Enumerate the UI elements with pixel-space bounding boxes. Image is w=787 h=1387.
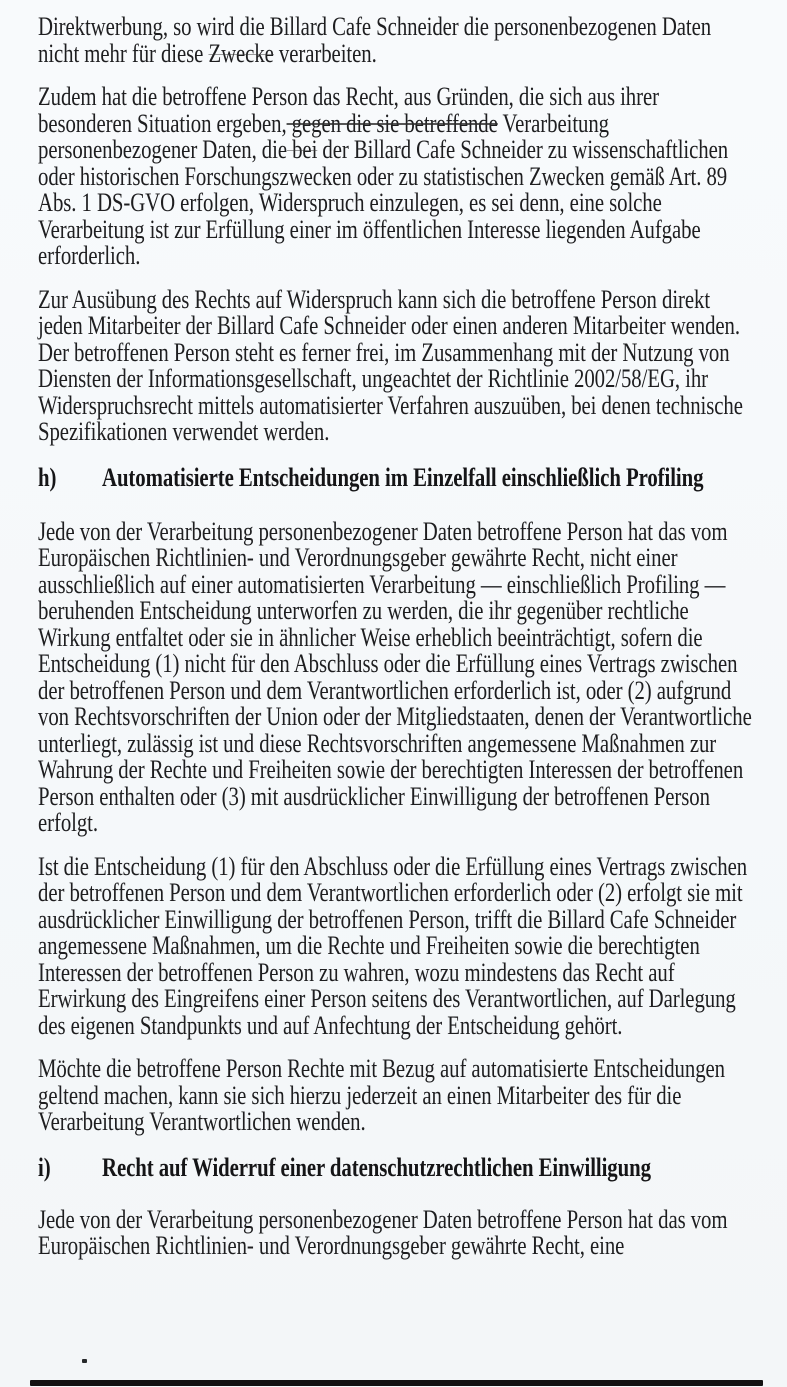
text-segment: Zudem hat die betroffene Person das Recht, aus Gründen, die sich aus ihrer besonderen Situation ergeben, — [38, 82, 659, 138]
struck-text: gegen die sie betreffende — [286, 108, 498, 138]
paragraph-automated-decisions-measures: Ist die Entscheidung (1) für den Abschluss oder die Erfüllung eines Vertrags zwischen der betroffenen Person und dem Verantwortlichen erforderlich oder (2) erfolgt sie mit ausdrücklicher Einwilligung der betroffenen Person, trifft die Billard Cafe Schneider angemessene Maßnahmen, um die Rechte und Freiheiten sowie die berechtigten Interessen der betroffenen Person zu wahren, wozu mindestens das Recht auf Erwirkung des Eingreifens einer Person seitens des Verantwortlichen, auf Darlegung des eigenen Standpunkts und auf Anfechtung der Entscheidung gehört. — [38, 851, 748, 1040]
paragraph-automated-decisions-right: Jede von der Verarbeitung personenbezogener Daten betroffene Person hat das vom Europäischen Richtlinien- und Verordnungsgeber gewährte Recht, nicht einer ausschließlich auf einer automatisierten Verarbeitung — einschließlich Profiling — beruhenden Entscheidung unterworfen zu werden, die ihr gegenüber rechtliche Wirkung entfaltet oder sie in ähnlicher Weise erheblich beeinträchtigt, sofern die Entscheidung (1) nicht für den Abschluss oder die Erfüllung eines Vertrags zwischen der betroffenen Person und dem Verantwortlichen erforderlich ist, oder (2) aufgrund von Rechtsvorschriften der Union oder der Mitgliedstaaten, denen der Verantwortliche unterliegt, zulässig ist und diese Rechtsvorschriften angemessene Maßnahmen zur Wahrung der Rechte und Freiheiten sowie der berechtigten Interessen der betroffenen Person enthalten oder (3) mit ausdrücklicher Einwilligung der betroffenen Person erfolgt. — [38, 516, 752, 837]
heading-marker: i) — [38, 1152, 51, 1182]
paragraph-automated-decisions-contact: Möchte die betroffene Person Rechte mit Bezug auf automatisierte Entscheidungen geltend machen, kann sie sich hierzu jederzeit an einen Mitarbeiter des für die Verarbeitung Verantwortlichen wenden. — [38, 1054, 725, 1136]
heading-h-automated-decisions — [38, 463, 755, 493]
heading-text: Automatisierte Entscheidungen im Einzelfall einschließlich Profiling — [102, 462, 704, 492]
struck-text: bei — [286, 135, 318, 164]
ink-speck-artifact — [82, 1359, 87, 1363]
text-segment: Verarbeitung personenbezogener Daten, die — [38, 108, 609, 164]
paragraph-objection-exercise: Zur Ausübung des Rechts auf Widerspruch kann sich die betroffene Person direkt jeden Mitarbeiter der Billard Cafe Schneider oder einen anderen Mitarbeiter wenden. Der betroffenen Person steht es ferner frei, im Zusammenhang mit der Nutzung von Diensten der Informationsgesellschaft, ungeachtet der Richtlinie 2002/58/EG, ihr Widerspruchsrecht mittels automatisierter Verfahren auszuüben, bei denen technische Spezifikationen verwendet werden. — [38, 284, 743, 446]
text-segment: Direktwerbung, so wird die Billard Cafe Schneider die personenbezogenen Daten nicht mehr für diese — [38, 12, 712, 68]
paragraph-withdrawal-intro: Jede von der Verarbeitung personenbezogener Daten betroffene Person hat das vom Europäischen Richtlinien- und Verordnungsgeber gewährte Recht, eine — [38, 1204, 728, 1260]
heading-text: Recht auf Widerruf einer datenschutzrechtlichen Einwilligung — [102, 1152, 651, 1182]
struck-text: Zwecke — [208, 38, 274, 68]
document-text-block — [38, 14, 755, 1277]
heading-i-withdrawal-consent — [38, 1153, 755, 1183]
paragraph-objection-research — [38, 84, 755, 270]
scan-bottom-bar-artifact — [30, 1380, 763, 1386]
heading-marker: h) — [38, 462, 57, 492]
text-segment: verarbeiten. — [273, 38, 377, 68]
text-segment: der Billard Cafe Schneider zu wissenschaftlichen oder historischen Forschungszwecken oder zu statistischen Zwecken gemäß Art. 89 Abs. 1 DS-GVO erfolgen, Widerspruch einzulegen, es sei denn, eine solche Verarbeitung ist zur Erfüllung einer im öffentlichen Interesse liegenden Aufgabe erforderlich. — [38, 135, 729, 270]
paragraph-direct-marketing — [38, 14, 755, 67]
